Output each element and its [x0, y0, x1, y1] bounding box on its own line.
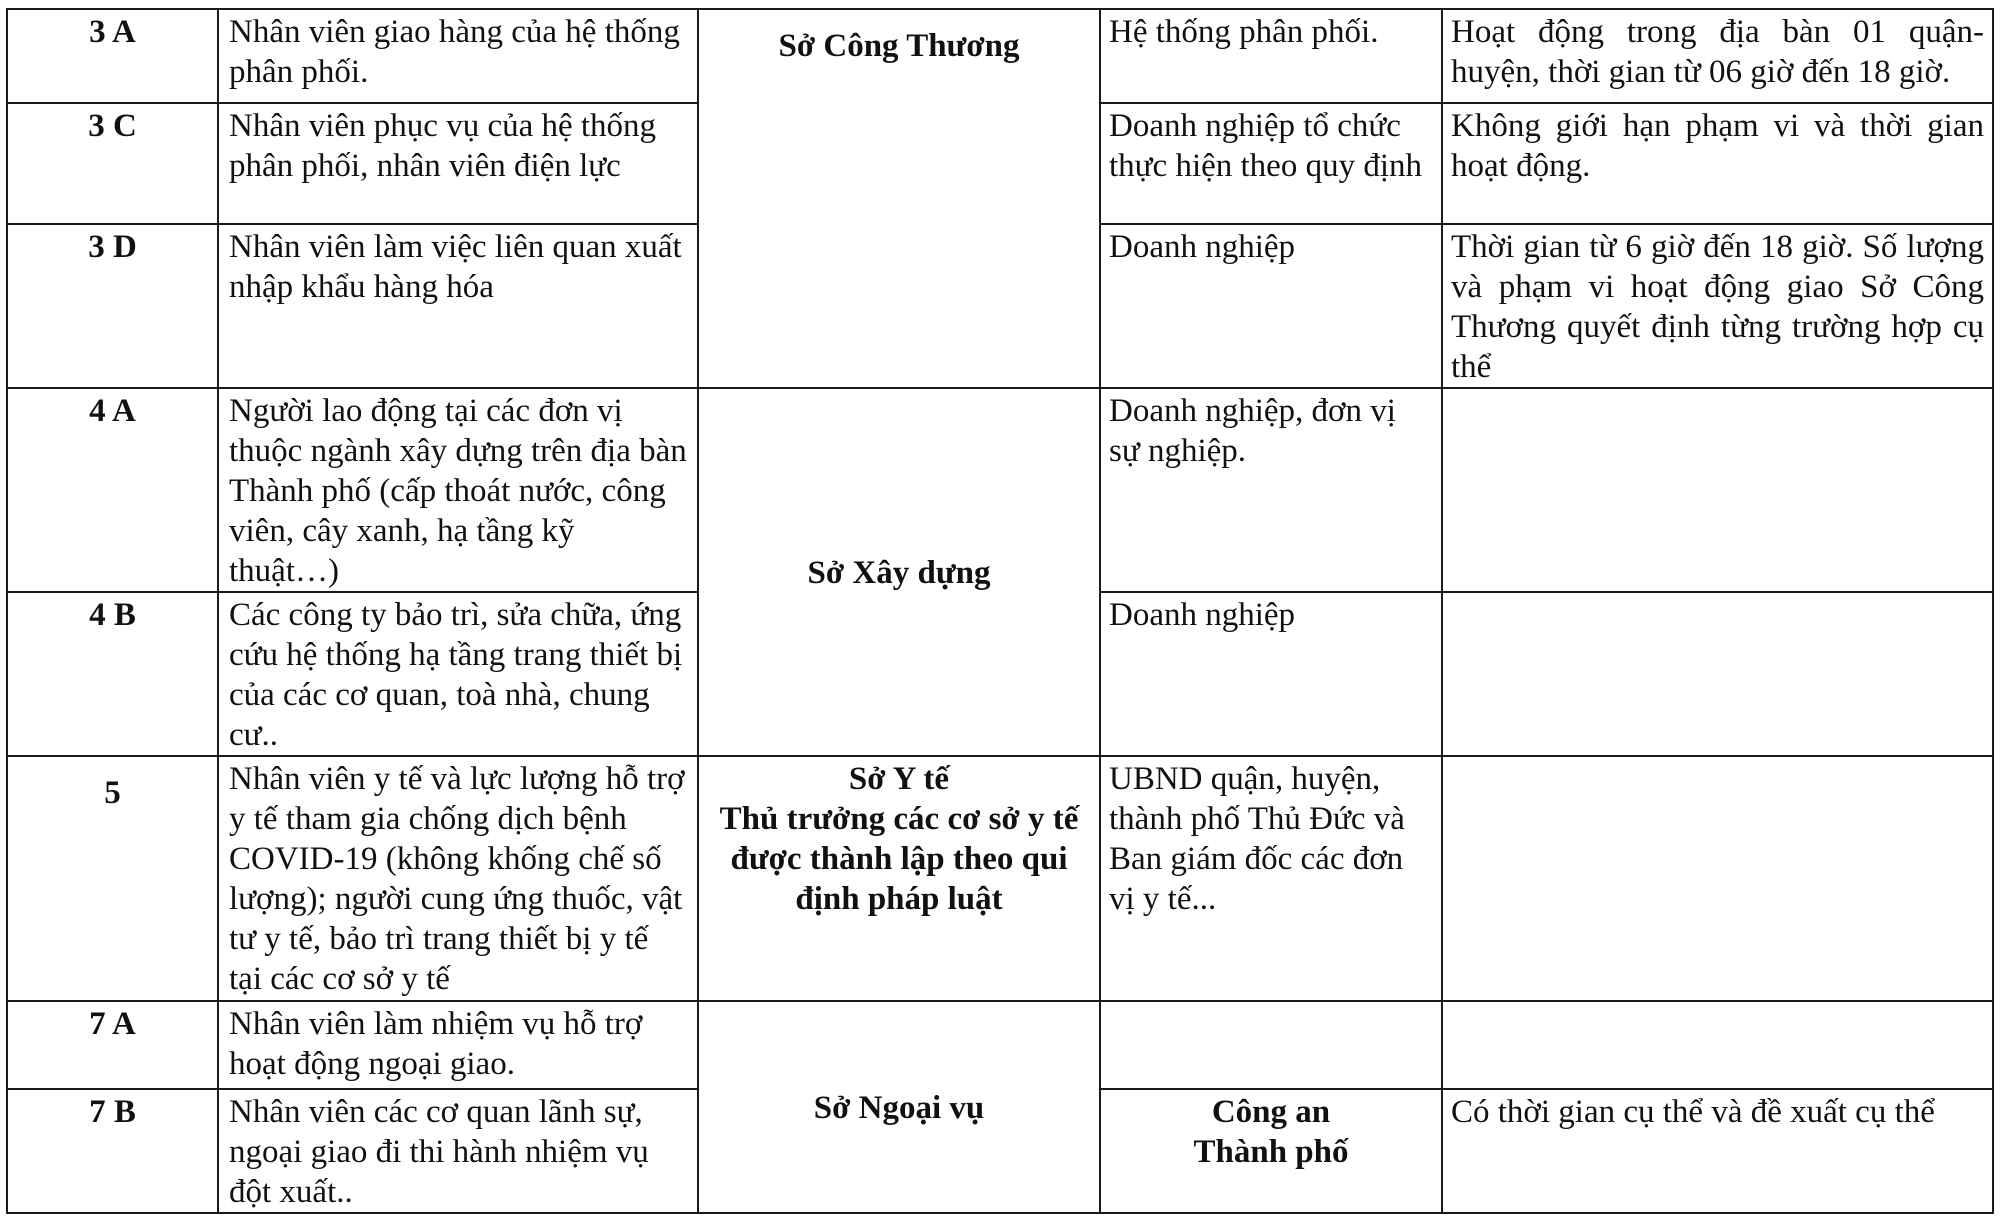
row-note: Không giới hạn phạm vi và thời gian hoạt động. — [1442, 103, 1993, 224]
row-organization: Doanh nghiệp tổ chức thực hiện theo quy định — [1100, 103, 1442, 224]
row-code: 7 A — [7, 1001, 218, 1089]
agency-cell — [698, 388, 1100, 756]
row-description: Nhân viên y tế và lực lượng hỗ trợ y tế tham gia chống dịch bệnh COVID-19 (không khống chế số lượng); người cung ứng thuốc, vật tư y tế, bảo trì trang thiết bị y tế tại các cơ sở y tế — [218, 756, 698, 1001]
row-organization: UBND quận, huyện, thành phố Thủ Đức và Ban giám đốc các đơn vị y tế... — [1100, 756, 1442, 1001]
row-organization — [1100, 1001, 1442, 1089]
row-description: Nhân viên các cơ quan lãnh sự, ngoại giao đi thi hành nhiệm vụ đột xuất.. — [218, 1089, 698, 1213]
row-code: 4 B — [7, 592, 218, 756]
row-organization: Doanh nghiệp, đơn vị sự nghiệp. — [1100, 388, 1442, 592]
agency-name: Sở Ngoại vụ — [813, 1090, 985, 1126]
row-code: 3 D — [7, 224, 218, 388]
agency-cell — [698, 9, 1100, 388]
row-organization: Hệ thống phân phối. — [1100, 9, 1442, 103]
row-organization: Doanh nghiệp — [1100, 592, 1442, 756]
table-row — [7, 388, 1993, 592]
row-organization: Doanh nghiệp — [1100, 224, 1442, 388]
agency-subtitle: Thủ trưởng các cơ sở y tế được thành lập theo qui định pháp luật — [719, 801, 1079, 917]
row-code: 5 — [7, 756, 218, 1001]
table-row — [7, 1001, 1993, 1089]
org-line: Công an — [1211, 1094, 1331, 1130]
row-code: 7 B — [7, 1089, 218, 1213]
row-description: Nhân viên làm nhiệm vụ hỗ trợ hoạt động ngoại giao. — [218, 1001, 698, 1089]
row-note: Có thời gian cụ thể và đề xuất cụ thể — [1442, 1089, 1993, 1213]
table-row — [7, 9, 1993, 103]
org-line: Thành phố — [1193, 1134, 1349, 1170]
row-code: 3 C — [7, 103, 218, 224]
agency-name: Sở Công Thương — [778, 28, 1020, 64]
row-description: Nhân viên làm việc liên quan xuất nhập khẩu hàng hóa — [218, 224, 698, 388]
row-description: Các công ty bảo trì, sửa chữa, ứng cứu hệ thống hạ tầng trang thiết bị của các cơ quan, toà nhà, chung cư.. — [218, 592, 698, 756]
row-code: 3 A — [7, 9, 218, 103]
row-organization — [1100, 1089, 1442, 1213]
agency-cell — [698, 1001, 1100, 1213]
row-description: Nhân viên phục vụ của hệ thống phân phối, nhân viên điện lực — [218, 103, 698, 224]
agency-cell — [698, 756, 1100, 1001]
row-note — [1442, 592, 1993, 756]
row-note — [1442, 1001, 1993, 1089]
row-note: Thời gian từ 6 giờ đến 18 giờ. Số lượng và phạm vi hoạt động giao Sở Công Thương quyết định từng trường hợp cụ thể — [1442, 224, 1993, 388]
row-note: Hoạt động trong địa bàn 01 quận-huyện, thời gian từ 06 giờ đến 18 giờ. — [1442, 9, 1993, 103]
agency-name: Sở Xây dựng — [807, 555, 991, 591]
row-description: Nhân viên giao hàng của hệ thống phân phối. — [218, 9, 698, 103]
table-row — [7, 756, 1993, 1001]
row-note — [1442, 756, 1993, 1001]
row-code: 4 A — [7, 388, 218, 592]
agency-name: Sở Y tế — [848, 761, 950, 797]
row-note — [1442, 388, 1993, 592]
document-table — [6, 8, 1994, 1214]
row-description: Người lao động tại các đơn vị thuộc ngành xây dựng trên địa bàn Thành phố (cấp thoát nước, công viên, cây xanh, hạ tầng kỹ thuật…) — [218, 388, 698, 592]
